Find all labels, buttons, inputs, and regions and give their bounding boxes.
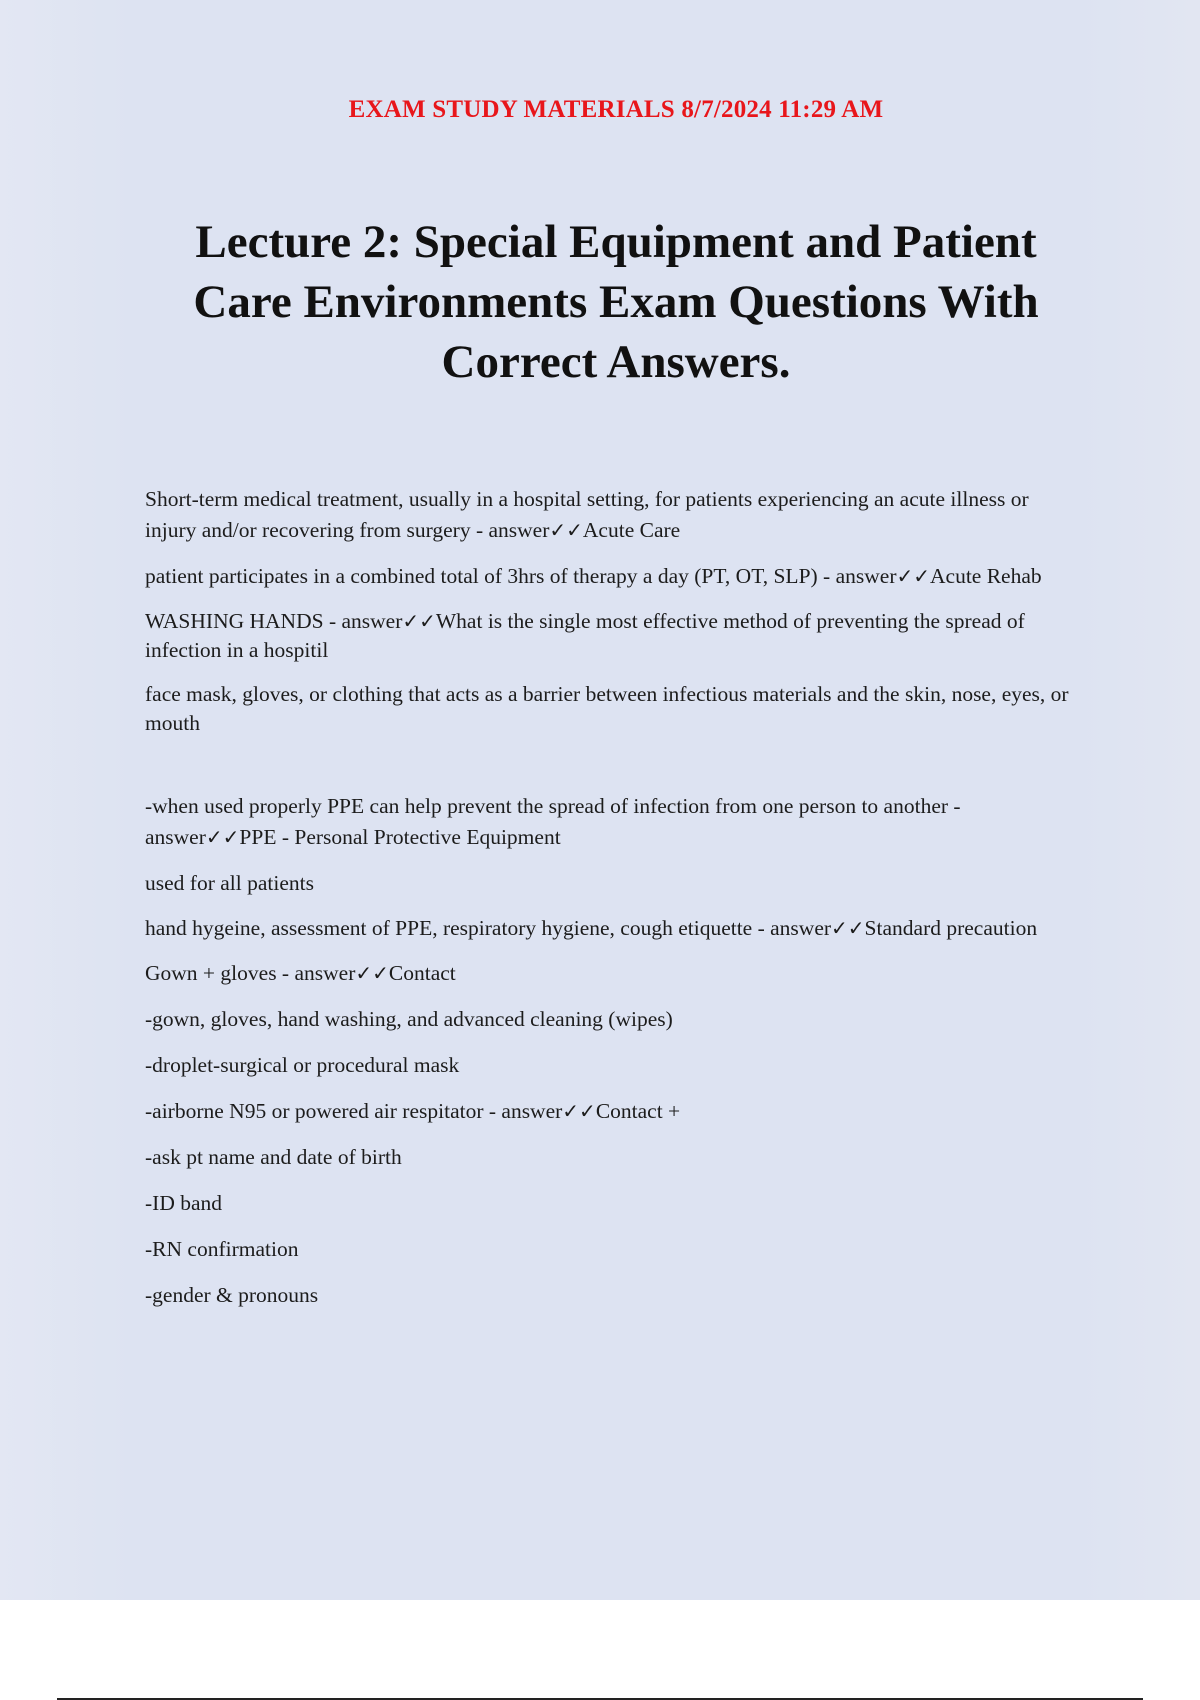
qa-entry-rn-confirmation: -RN confirmation xyxy=(145,1237,299,1261)
double-check-icon: ✓✓ xyxy=(896,564,930,588)
answer-text: What is the single most effective method of preventing the spread of infection in a hospitil xyxy=(145,609,1025,662)
question-text: -airborne N95 or powered air respitator - answer xyxy=(145,1099,563,1123)
qa-entry-airborne xyxy=(145,1096,1070,1127)
document-title: Lecture 2: Special Equipment and Patient Care Environments Exam Questions With Correct Answers. xyxy=(193,216,1039,388)
paragraph-spacer xyxy=(145,753,1070,791)
double-check-icon: ✓✓ xyxy=(402,609,436,633)
qa-entry-washing-hands xyxy=(145,607,1070,665)
qa-entry-contact xyxy=(145,958,1070,989)
answer-text: Acute Care xyxy=(582,518,681,542)
qa-entry-droplet: -droplet-surgical or procedural mask xyxy=(145,1053,460,1077)
answer-text: Standard precaution xyxy=(864,916,1038,940)
question-text: Short-term medical treatment, usually in a hospital setting, for patients experiencing an acute illness or injury and/or recovering from surgery - answer xyxy=(145,487,1029,542)
double-check-icon: ✓✓ xyxy=(562,1099,596,1123)
qa-entry-acute-care xyxy=(145,484,1070,546)
double-check-icon: ✓✓ xyxy=(355,961,389,985)
answer-text: Contact xyxy=(388,961,456,985)
qa-entry-all-patients: used for all patients xyxy=(145,871,314,895)
qa-entry-acute-rehab xyxy=(145,561,1070,592)
qa-content xyxy=(145,484,1070,1326)
qa-entry-ask-name: -ask pt name and date of birth xyxy=(145,1145,402,1169)
double-check-icon: ✓✓ xyxy=(205,825,240,849)
qa-entry-gown-gloves: -gown, gloves, hand washing, and advanced cleaning (wipes) xyxy=(145,1007,673,1031)
qa-entry-id-band: -ID band xyxy=(145,1191,223,1215)
question-text: patient participates in a combined total of 3hrs of therapy a day (PT, OT, SLP) - answer xyxy=(145,564,897,588)
double-check-icon: ✓✓ xyxy=(549,518,583,542)
qa-entry-standard-precaution xyxy=(145,914,1070,943)
qa-entry-gender-pronouns: -gender & pronouns xyxy=(145,1283,319,1307)
question-text: Gown + gloves - answer xyxy=(145,961,356,985)
double-check-icon: ✓✓ xyxy=(831,916,865,940)
exam-stamp-header: EXAM STUDY MATERIALS 8/7/2024 11:29 AM xyxy=(348,96,884,123)
qa-entry-ppe-definition: face mask, gloves, or clothing that acts as a barrier between infectious materials and the skin, nose, eyes, or mouth xyxy=(145,682,1069,735)
qa-entry-ppe xyxy=(145,791,1070,853)
question-text: -when used properly PPE can help prevent the spread of infection from one person to another - answer xyxy=(145,794,961,849)
answer-text: PPE - Personal Protective Equipment xyxy=(239,825,561,849)
answer-text: Contact + xyxy=(595,1099,681,1123)
answer-text: Acute Rehab xyxy=(930,564,1042,588)
question-text: WASHING HANDS - answer xyxy=(145,609,403,633)
question-text: hand hygeine, assessment of PPE, respiratory hygiene, cough etiquette - answer xyxy=(145,916,832,940)
